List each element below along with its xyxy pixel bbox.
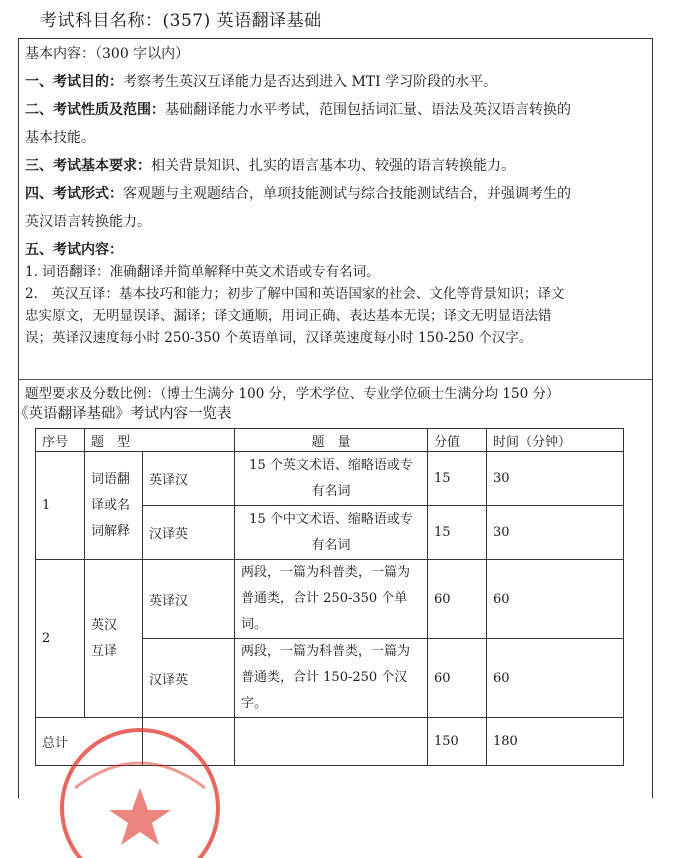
table-header-row: [36, 429, 624, 452]
table-caption: 《英语翻译基础》考试内容一览表: [14, 406, 232, 422]
qty-line: 两段，一篇为科普类，一篇为: [241, 644, 411, 659]
content-item-1: 1. 词语翻译：准确翻译并简单解释中英文术语或专有名词。: [25, 264, 380, 280]
total-label: 总计: [36, 718, 143, 766]
group-2-type-line: 互译: [91, 643, 118, 659]
row-1-qty: [235, 452, 428, 506]
row-3-time: 60: [487, 560, 624, 639]
row-3-sub: 英译汉: [143, 560, 235, 639]
group-1-no: 1: [36, 452, 85, 560]
nature-text: 基础翻译能力水平考试，范围包括词汇量、语法及英汉语言转换的: [165, 102, 571, 118]
row-4-sub: 汉译英: [143, 639, 235, 718]
header-score: 分值: [428, 429, 487, 452]
requirement-text: 相关背景知识、扎实的语言基本功、较强的语言转换能力。: [151, 158, 515, 174]
row-4-qty: [235, 639, 428, 718]
requirement-line: [25, 155, 644, 177]
official-seal-icon: [30, 718, 230, 858]
qty-line: 普通类，合计 150-250 个汉字。: [241, 670, 408, 711]
group-2-type-line: 英汉: [91, 617, 118, 633]
group-2-type: [85, 560, 143, 718]
row-4-score: 60: [428, 639, 487, 718]
form-text: 客观题与主观题结合，单项技能测试与综合技能测试结合，并强调考生的: [123, 186, 571, 202]
header-time: 时间（分钟）: [487, 429, 624, 452]
qty-line: 15 个英文术语、缩略语或专: [249, 457, 413, 473]
row-3-qty: [235, 560, 428, 639]
form-line-2: 英汉语言转换能力。: [25, 214, 151, 230]
group-1-type-line: 词语翻: [91, 471, 131, 487]
row-2-time: 30: [487, 506, 624, 560]
qty-line: 普通类，合计 250-350 个单词。: [241, 591, 408, 632]
content-label: 五、考试内容：: [25, 242, 123, 258]
score-note: 题型要求及分数比例：（博士生满分 100 分，学术学位、专业学位硕士生满分均 150 分）: [25, 386, 560, 402]
qty-line: 两段，一篇为科普类，一篇为: [241, 565, 411, 580]
group-1-type-line: 译或名: [91, 497, 131, 513]
total-empty-2: [235, 718, 428, 766]
form-line: [25, 183, 644, 205]
row-1-score: 15: [428, 452, 487, 506]
table-row: [36, 560, 624, 639]
content-item-2-line-3: 误；英译汉速度每小时 250-350 个英语单词，汉译英速度每小时 150-250 个汉字。: [25, 330, 533, 346]
qty-line: 有名词: [311, 537, 351, 553]
page-title: 考试科目名称：(357) 英语翻译基础: [40, 11, 322, 31]
content-item-2-line-2: 忠实原文，无明显误译、漏译；译文通顺，用词正确、表达基本无误；译文无明显语法错: [25, 308, 552, 324]
table-row: [36, 452, 624, 506]
purpose-label: 一、考试目的：: [25, 74, 123, 90]
header-qty: 题 量: [235, 429, 428, 452]
group-1-type: [85, 452, 143, 560]
basic-content-section: [19, 39, 652, 380]
nature-line: [25, 99, 644, 121]
total-time: 180: [487, 718, 624, 766]
row-2-qty: [235, 506, 428, 560]
form-label: 四、考试形式：: [25, 186, 123, 202]
row-3-score: 60: [428, 560, 487, 639]
content-item-2-line-1: 2. 英汉互译：基本技巧和能力；初步了解中国和英语国家的社会、文化等背景知识；译文: [25, 286, 565, 302]
purpose-line: [25, 71, 644, 93]
group-2-no: 2: [36, 560, 85, 718]
row-1-time: 30: [487, 452, 624, 506]
row-4-time: 60: [487, 639, 624, 718]
row-1-sub: 英译汉: [143, 452, 235, 506]
header-type: 题 型: [85, 429, 235, 452]
qty-line: 有名词: [311, 483, 351, 499]
total-score: 150: [428, 718, 487, 766]
row-2-score: 15: [428, 506, 487, 560]
exam-content-table: [35, 428, 624, 766]
nature-line-2: 基本技能。: [25, 130, 95, 146]
header-no: 序号: [36, 429, 85, 452]
requirement-label: 三、考试基本要求：: [25, 158, 151, 174]
qty-line: 15 个中文术语、缩略语或专: [249, 511, 413, 527]
row-2-sub: 汉译英: [143, 506, 235, 560]
nature-label: 二、考试性质及范围：: [25, 102, 165, 118]
basic-header: 基本内容：（300 字以内）: [25, 46, 190, 62]
purpose-text: 考察考生英汉互译能力是否达到进入 MTI 学习阶段的水平。: [123, 74, 498, 90]
group-1-type-line: 词解释: [91, 523, 131, 539]
